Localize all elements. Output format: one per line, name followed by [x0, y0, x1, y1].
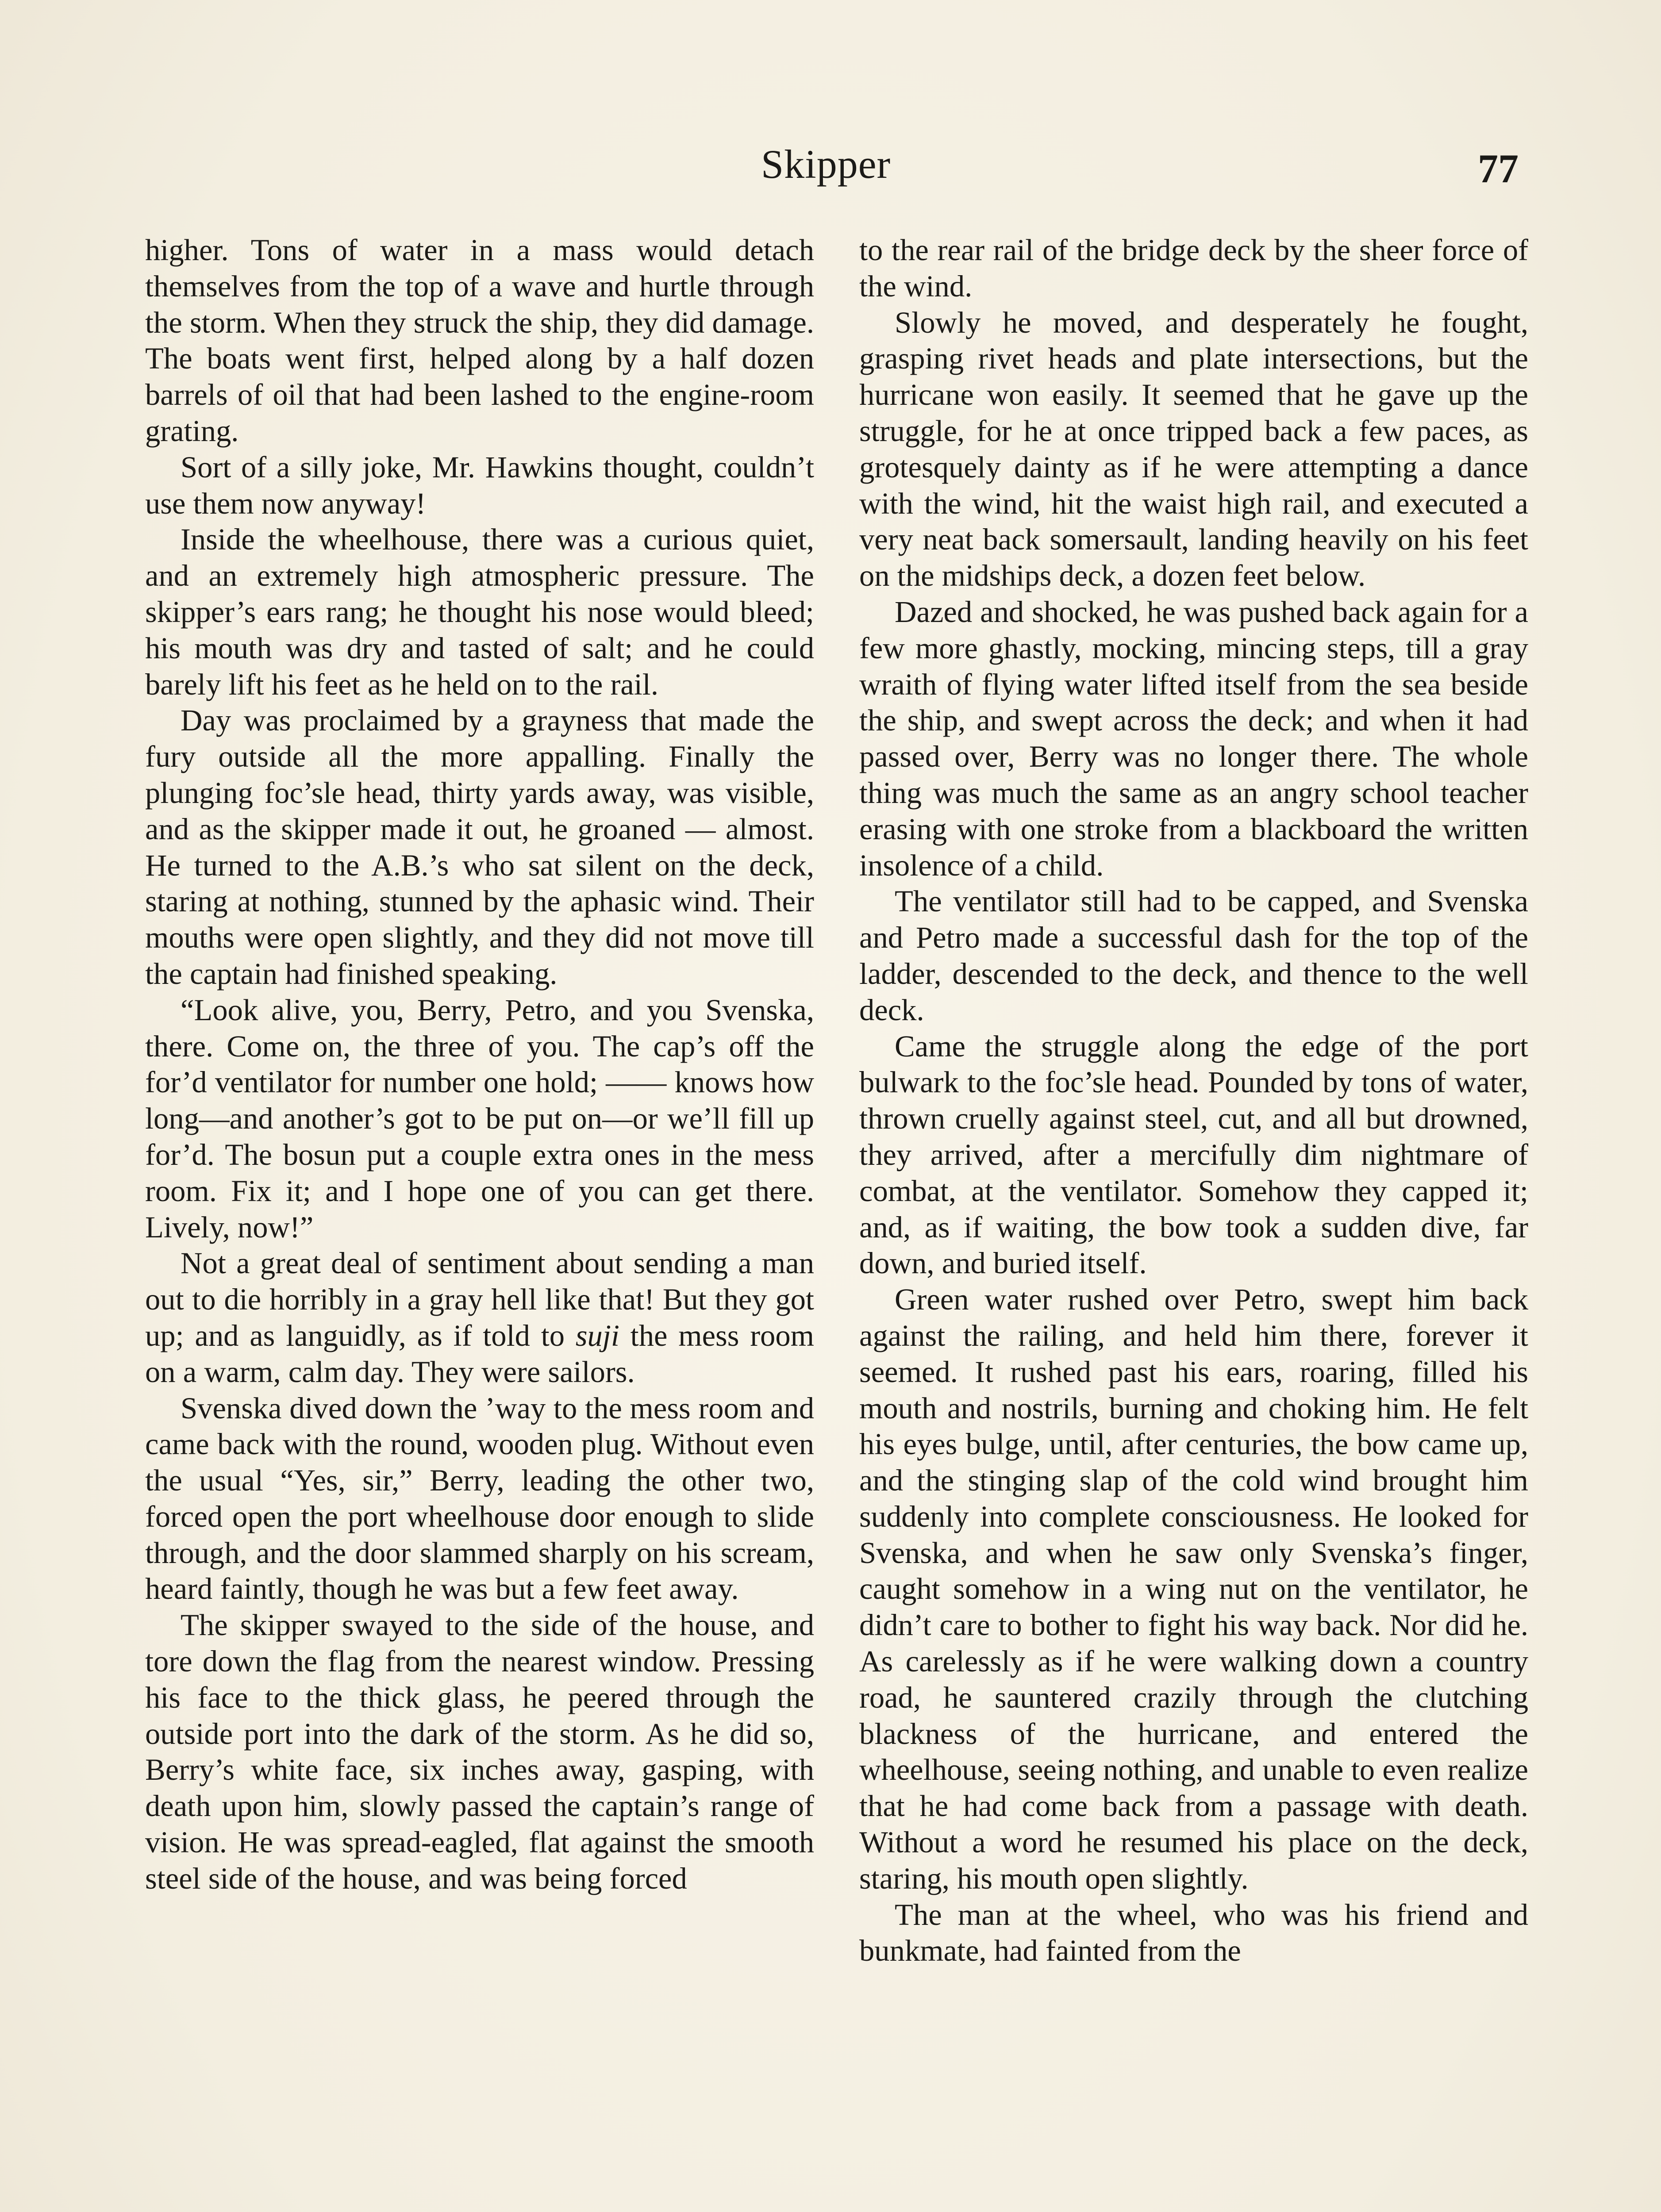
paragraph: The man at the wheel, who was his friend and bunkmate, had fainted from the: [859, 1897, 1528, 1968]
italic-word: suji: [575, 1318, 619, 1352]
paragraph: Dazed and shocked, he was pushed back again for a few more ghastly, mocking, mincing steps, till a gray wraith of flying water lifted itself from the sea beside the ship, and swept across the deck; and when it had passed over, Berry was no longer there. The whole thing was much the same as an angry school teacher erasing with one stroke from a blackboard the written insolence of a child.: [859, 595, 1528, 882]
paragraph-with-italic: [145, 1245, 814, 1390]
paragraph-text: Not a great deal of sentiment about sending a man out to die horribly in a gray hell like that! But they got up; and as languidly, as if told to: [145, 1246, 814, 1352]
paragraph: The skipper swayed to the side of the house, and tore down the flag from the nearest window. Pressing his face to the thick glass, he peered through the outside port into the dark of the storm. As he did so, Berry’s white face, six inches away, gasping, with death upon him, slowly passed the captain’s range of vision. He was spread-eagled, flat against the smooth steel side of the house, and was being forced: [145, 1608, 814, 1895]
paragraph: The ventilator still had to be capped, and Svenska and Petro made a successful dash for the top of the ladder, descended to the deck, and thence to the well deck.: [859, 884, 1528, 1027]
paragraph: Green water rushed over Petro, swept him back against the railing, and held him there, forever it seemed. It rushed past his ears, roaring, filled his mouth and nostrils, burning and choking him. He felt his eyes bulge, until, after centuries, the bow came up, and the stinging slap of the cold wind brought him suddenly into complete consciousness. He looked for Svenska, and when he saw only Svenska’s finger, caught somehow in a wing nut on the ventilator, he didn’t care to bother to fight his way back. Nor did he. As carelessly as if he were walking down a country road, he sauntered crazily through the clutching blackness of the hurricane, and entered the wheelhouse, seeing nothing, and unable to even realize that he had come back from a passage with death. Without a word he resumed his place on the deck, staring, his mouth open slightly.: [859, 1283, 1528, 1895]
left-text-column: [145, 232, 814, 1897]
paragraph: Day was proclaimed by a grayness that made the fury outside all the more appalling. Finally the plunging foc’sle head, thirty yards away, was visible, and as the skipper made it out, he groaned — almost. He turned to the A.B.’s who sat silent on the deck, staring at nothing, stunned by the aphasic wind. Their mouths were open slightly, and they did not move till the captain had finished speaking.: [145, 703, 814, 991]
running-title: Skipper: [761, 142, 891, 187]
paragraph: Came the struggle along the edge of the port bulwark to the foc’sle head. Pounded by tons of water, thrown cruelly against steel, cut, and all but drowned, they arrived, after a mercifully dim nightmare of combat, at the ventilator. Somehow they capped it; and, as if waiting, the bow took a sudden dive, far down, and buried itself.: [859, 1029, 1528, 1280]
paragraph: “Look alive, you, Berry, Petro, and you Svenska, there. Come on, the three of you. The cap’s off the for’d ventilator for number one hold; —— knows how long—and another’s got to be put on—or we’ll fill up for’d. The bosun put a couple extra ones in the mess room. Fix it; and I hope one of you can get there. Lively, now!”: [145, 993, 814, 1244]
paragraph: higher. Tons of water in a mass would detach themselves from the top of a wave and hurtle through the storm. When they struck the ship, they did damage. The boats went first, helped along by a half dozen barrels of oil that had been lashed to the engine-room grating.: [145, 233, 814, 448]
paragraph: Inside the wheelhouse, there was a curious quiet, and an extremely high atmospheric pressure. The skipper’s ears rang; he thought his nose would bleed; his mouth was dry and tasted of salt; and he could barely lift his feet as he held on to the rail.: [145, 522, 814, 701]
paragraph: Slowly he moved, and desperately he fought, grasping rivet heads and plate intersections, but the hurricane won easily. It seemed that he gave up the struggle, for he at once tripped back a few paces, as grotesquely dainty as if he were attempting a dance with the wind, hit the waist high rail, and executed a very neat back somersault, landing heavily on his feet on the midships deck, a dozen feet below.: [859, 305, 1528, 593]
paragraph: Sort of a silly joke, Mr. Hawkins thought, couldn’t use them now anyway!: [145, 450, 814, 520]
paragraph-text: the mess room on a warm, calm day. They were sailors.: [145, 1318, 814, 1389]
right-text-column: [859, 232, 1528, 1969]
running-header: [0, 141, 1661, 198]
page-number: 77: [1478, 146, 1519, 191]
paragraph: Svenska dived down the ’way to the mess room and came back with the round, wooden plug. Without even the usual “Yes, sir,” Berry, leading the other two, forced open the port wheelhouse door enough to slide through, and the door slammed sharply on his scream, heard faintly, though he was but a few feet away.: [145, 1391, 814, 1606]
paragraph: to the rear rail of the bridge deck by the sheer force of the wind.: [859, 233, 1528, 303]
